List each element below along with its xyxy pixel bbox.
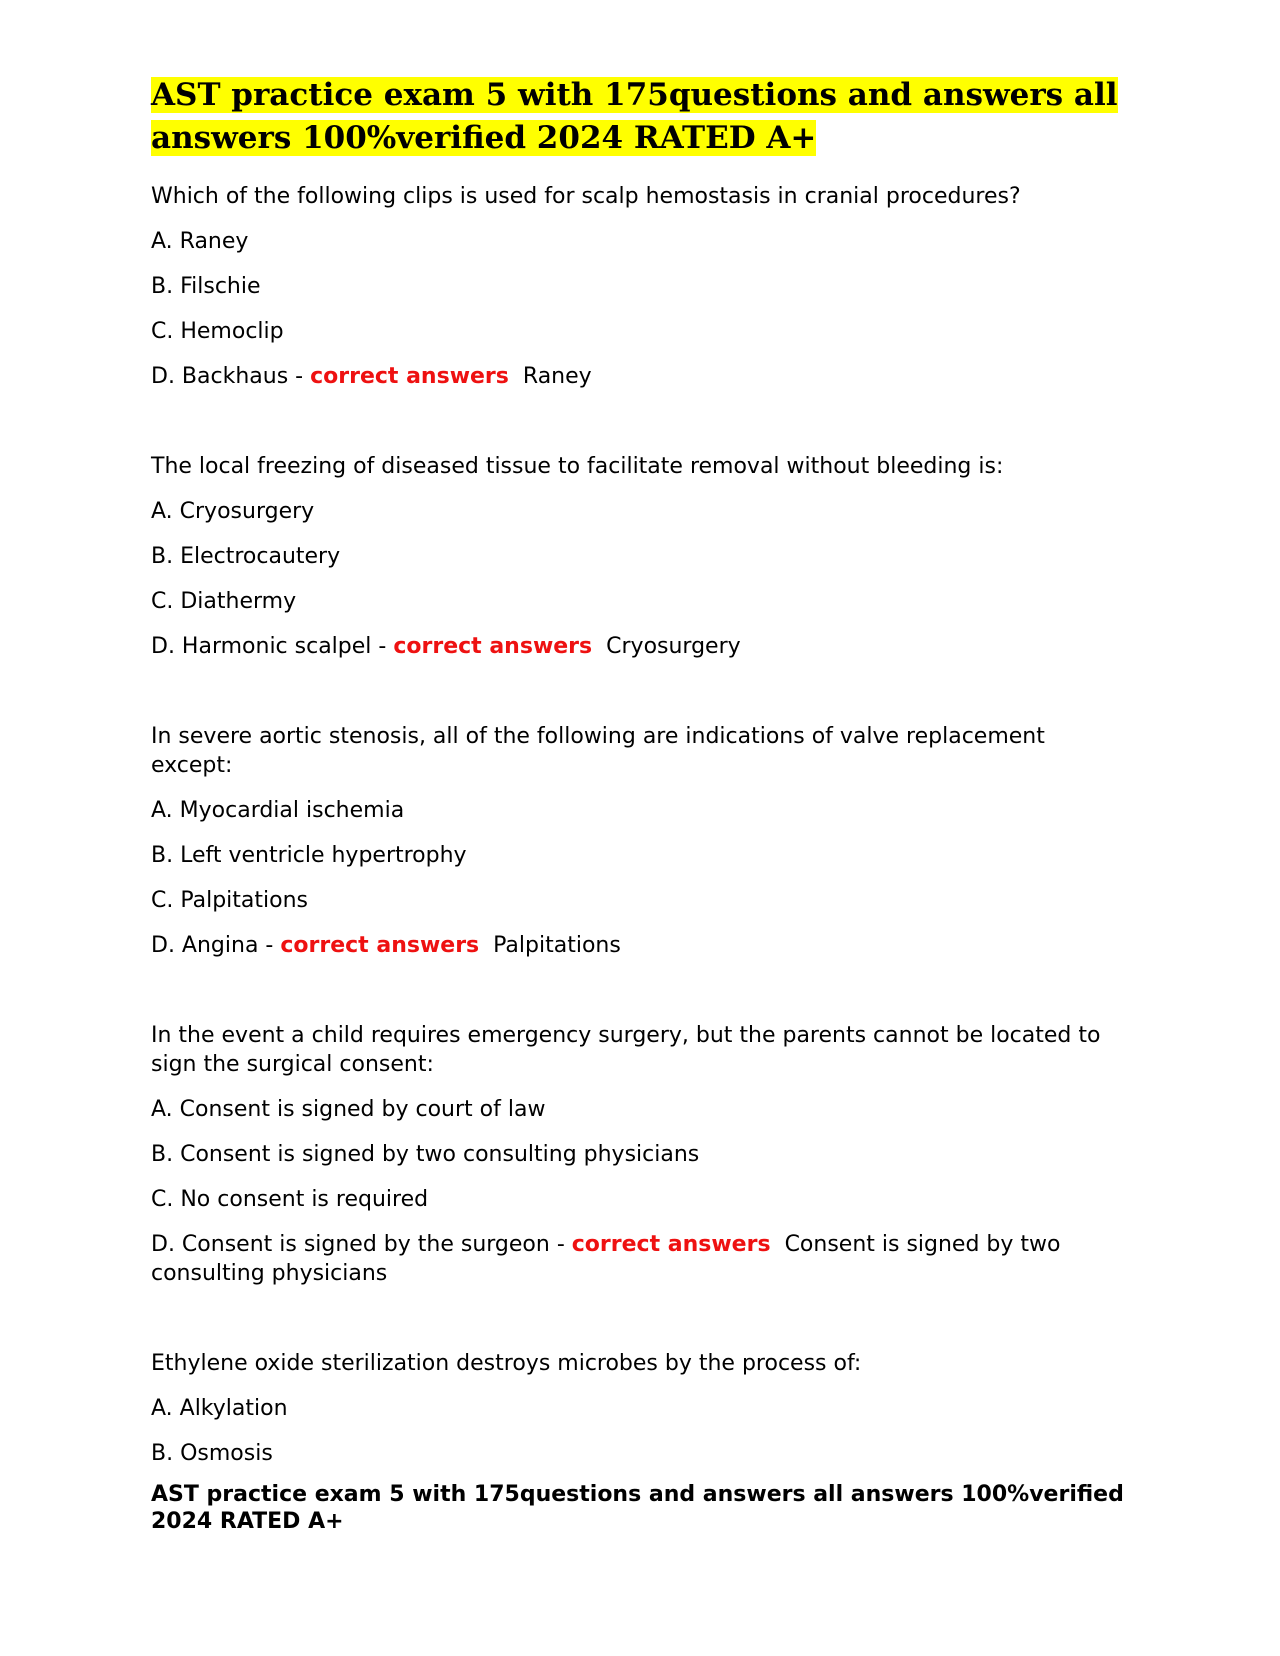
question-text: In severe aortic stenosis, all of the following are indications of valve replacement except: — [151, 724, 1045, 778]
spacer — [151, 960, 1131, 1021]
correct-answers-marker: correct answers — [571, 1232, 771, 1257]
correct-answers-marker: correct answers — [393, 634, 593, 659]
option-a: A. Alkylation — [151, 1396, 288, 1421]
option-c: C. Hemoclip — [151, 319, 284, 344]
question-text: In the event a child requires emergency surgery, but the parents cannot be located to sign the surgical consent: — [151, 1023, 1101, 1077]
option-a: A. Consent is signed by court of law — [151, 1097, 546, 1122]
option-a: A. Cryosurgery — [151, 499, 315, 524]
option-d-line — [151, 931, 1131, 960]
question-block — [151, 452, 1131, 661]
correct-answer-text: Consent is signed by two consulting physicians — [151, 1232, 1061, 1286]
document-page — [151, 74, 1131, 1535]
correct-answer-text: Cryosurgery — [606, 634, 741, 659]
option-b: B. Osmosis — [151, 1441, 273, 1466]
question-text: Ethylene oxide sterilization destroys microbes by the process of: — [151, 1351, 862, 1376]
option-d-line — [151, 362, 1131, 391]
question-text: The local freezing of diseased tissue to facilitate removal without bleeding is: — [151, 454, 1004, 479]
question-block — [151, 182, 1131, 391]
correct-answers-marker: correct answers — [280, 933, 480, 958]
document-title — [151, 74, 1131, 160]
option-a: A. Myocardial ischemia — [151, 798, 405, 823]
option-c: C. No consent is required — [151, 1187, 429, 1212]
spacer — [151, 661, 1131, 722]
option-a: A. Raney — [151, 229, 249, 254]
page-footer: AST practice exam 5 with 175questions and answers all answers 100%verified 2024 RATED A+ — [151, 1482, 1124, 1534]
title-highlight: AST practice exam 5 with 175questions and answers all answers 100%verified 2024 RATED A+ — [151, 77, 1118, 156]
option-d-line — [151, 1230, 1131, 1288]
question-block — [151, 1349, 1131, 1468]
spacer — [151, 391, 1131, 452]
option-d: D. Angina - — [151, 933, 281, 958]
option-d: D. Backhaus - — [151, 364, 311, 389]
correct-answer-text: Palpitations — [493, 933, 621, 958]
option-c: C. Palpitations — [151, 888, 309, 913]
option-b: B. Filschie — [151, 274, 261, 299]
option-b: B. Electrocautery — [151, 544, 341, 569]
spacer — [151, 1288, 1131, 1349]
option-d: D. Consent is signed by the surgeon - — [151, 1232, 572, 1257]
question-block — [151, 722, 1131, 960]
correct-answer-text: Raney — [522, 364, 592, 389]
question-block — [151, 1021, 1131, 1288]
option-d: D. Harmonic scalpel - — [151, 634, 394, 659]
question-text: Which of the following clips is used for scalp hemostasis in cranial procedures? — [151, 184, 1021, 209]
option-b: B. Left ventricle hypertrophy — [151, 843, 467, 868]
option-b: B. Consent is signed by two consulting physicians — [151, 1142, 700, 1167]
option-d-line — [151, 632, 1131, 661]
option-c: C. Diathermy — [151, 589, 297, 614]
correct-answers-marker: correct answers — [310, 364, 509, 389]
